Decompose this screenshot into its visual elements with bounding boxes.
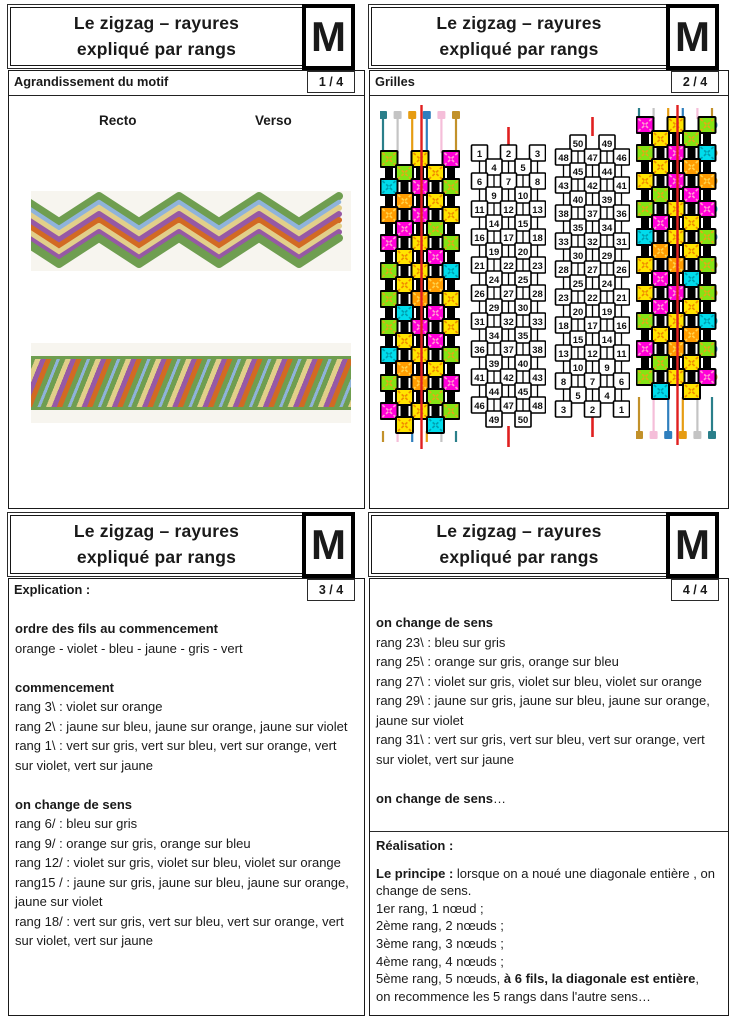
grid-cell-number: 25	[517, 275, 529, 286]
grid-cell-number: 27	[587, 265, 598, 276]
m-logo: M	[302, 512, 355, 578]
thread-pin	[380, 111, 387, 119]
text-line: orange - violet - bleu - jaune - gris - vert	[15, 640, 243, 656]
grid-cell-number: 7	[589, 377, 596, 388]
text-line: Réalisation :	[376, 838, 454, 853]
bead-grid-colored-right	[636, 93, 720, 453]
grid-cell-number: 18	[532, 233, 543, 244]
grid-cell-number: 30	[572, 251, 584, 262]
grid-cell-number: 1	[618, 405, 625, 416]
text-line: on change de sens	[15, 796, 133, 812]
grid-cell-number: 16	[616, 321, 627, 332]
changement-sens-text	[376, 613, 720, 808]
text-line: rang 9/ : orange sur gris, orange sur bleu	[15, 835, 251, 851]
text-line: rang 31\ : vert sur gris, vert sur bleu, vert sur orange, vert sur violet, vert sur jaune	[376, 732, 705, 767]
text-line	[15, 775, 356, 795]
grid-cell-number: 48	[558, 153, 569, 164]
grid-cell-number: 44	[488, 387, 500, 398]
bead-grid-numbers-descending	[554, 115, 630, 455]
grid-cell-number: 3	[560, 405, 567, 416]
grid-cell-number: 11	[474, 205, 485, 216]
text-line: rang 29\ : jaune sur gris, jaune sur bleu, jaune sur orange, jaune sur violet	[376, 693, 710, 728]
grid-cell-number: 4	[491, 163, 497, 174]
text-line: rang 25\ : orange sur gris, orange sur bleu	[376, 654, 619, 669]
thread-pin	[452, 111, 460, 119]
grid-cell-number: 50	[572, 139, 584, 150]
panel-explication	[8, 512, 365, 1016]
grid-cell-number: 42	[503, 373, 514, 384]
thread-pin	[423, 111, 431, 119]
document-title-line1: Le zigzag – rayures	[73, 13, 240, 34]
grid-cell-number: 47	[587, 153, 598, 164]
grid-cell-number: 15	[517, 219, 529, 230]
thread-pin	[693, 431, 701, 439]
grid-cell-number: 34	[488, 331, 500, 342]
bracelet-photo-recto	[31, 191, 351, 271]
thread-pin	[636, 431, 643, 439]
document-title-line1: Le zigzag – rayures	[436, 521, 602, 542]
grid-cell-number: 45	[517, 387, 529, 398]
m-logo: M	[666, 4, 719, 70]
grid-cell-number: 44	[601, 167, 613, 178]
page-number-badge: 3 / 4	[307, 579, 355, 601]
panel-content	[8, 578, 365, 1016]
grid-cell-number: 4	[604, 391, 610, 402]
grid-cell-number: 24	[488, 275, 500, 286]
grid-cell-number: 37	[587, 209, 598, 220]
grid-cell-number: 41	[616, 181, 627, 192]
grid-cell-number: 14	[488, 219, 500, 230]
grid-cell-number: 10	[517, 191, 529, 202]
page-number-badge: 2 / 4	[671, 71, 719, 93]
text-line: rang 18/ : vert sur gris, vert sur bleu, vert sur orange, vert sur violet, vert sur jaune	[15, 913, 344, 948]
panel-suite-realisation	[369, 512, 729, 1016]
grid-cell-number: 39	[601, 195, 613, 206]
grid-cell-number: 11	[616, 349, 627, 360]
thread-pin	[664, 431, 672, 439]
text-line: rang 23\ : bleu sur gris	[376, 634, 506, 650]
grid-cell-number: 46	[474, 401, 485, 412]
verso-label: Verso	[255, 113, 292, 128]
grid-cell-number: 49	[488, 415, 500, 426]
text-line	[376, 769, 720, 789]
grid-cell-number: 5	[520, 163, 526, 174]
grid-cell-number: 42	[587, 181, 598, 192]
text-line: rang15 / : jaune sur gris, jaune sur bleu, jaune sur orange, jaune sur violet	[15, 874, 349, 909]
grid-cell-number: 10	[572, 363, 584, 374]
grid-cell-number: 37	[503, 345, 514, 356]
grid-cell-number: 39	[488, 359, 500, 370]
grid-cell-number: 28	[558, 265, 569, 276]
bracelet-verso-drawing	[31, 356, 351, 410]
thread-pin	[650, 431, 658, 439]
section-divider	[370, 831, 728, 832]
thread-pin	[437, 111, 445, 119]
label-divider	[9, 95, 364, 96]
text-line: rang 2\ : jaune sur bleu, jaune sur orange, jaune sur violet	[15, 718, 348, 734]
grid-cell-number: 26	[474, 289, 485, 300]
grid-cell-number: 36	[474, 345, 485, 356]
grid-cell-number: 21	[616, 293, 627, 304]
grid-cell-number: 14	[601, 335, 613, 346]
grid-cell-number: 33	[532, 317, 543, 328]
grid-cell-number: 36	[616, 209, 627, 220]
text-line: on recommence les 5 rangs dans l'autre sens…	[376, 988, 651, 1004]
grid-cell-number: 6	[618, 377, 625, 388]
text-line	[376, 855, 720, 865]
text-line: 2ème rang, 2 nœuds ;	[376, 918, 504, 934]
grid-cell-number: 13	[558, 349, 569, 360]
bead-grid-numbers-ascending	[470, 121, 546, 461]
grid-cell-number: 2	[589, 405, 596, 416]
bead-grid-colored-left	[380, 101, 460, 457]
document-title-line1: Le zigzag – rayures	[73, 521, 240, 542]
recto-label: Recto	[99, 113, 137, 128]
grid-cell-number: 26	[616, 265, 627, 276]
document-title-line1: Le zigzag – rayures	[436, 13, 602, 34]
text-line: rang 27\ : violet sur gris, violet sur bleu, violet sur orange	[376, 673, 702, 689]
text-line: 3ème rang, 3 nœuds ;	[376, 935, 504, 951]
grid-cell-number: 23	[558, 293, 569, 304]
grid-cell-number: 19	[488, 247, 500, 258]
panel-title-box	[371, 7, 667, 66]
grid-cell-number: 2	[505, 149, 512, 160]
grid-cell-number: 34	[601, 223, 613, 234]
grid-cell-number: 40	[517, 359, 529, 370]
grid-cell-number: 27	[503, 289, 514, 300]
text-line	[15, 658, 356, 678]
grid-cell-number: 17	[587, 321, 598, 332]
text-line: rang 12/ : violet sur gris, violet sur bleu, violet sur orange	[15, 855, 341, 870]
grid-cell-number: 45	[572, 167, 584, 178]
grid-cell-number: 47	[503, 401, 514, 412]
grid-cell-number: 1	[476, 149, 483, 160]
grid-cell-number: 9	[491, 191, 497, 202]
grid-cell-number: 5	[575, 391, 581, 402]
grid-cell-number: 40	[572, 195, 584, 206]
grid-cell-number: 38	[558, 209, 569, 220]
grid-cell-number: 20	[517, 247, 529, 258]
grid-cell-number: 43	[558, 181, 569, 192]
grid-cell-number: 24	[601, 279, 613, 290]
text-line: 1er rang, 1 nœud ;	[376, 900, 484, 916]
text-line: on change de sens	[376, 615, 494, 630]
grid-cell-number: 15	[572, 335, 584, 346]
panel-content	[369, 578, 729, 1016]
document-title-line2: expliqué par rangs	[439, 38, 599, 59]
grid-cell-number: 8	[560, 377, 567, 388]
text-line: 4ème rang, 4 nœuds ;	[376, 953, 504, 969]
page-number-badge: 4 / 4	[671, 579, 719, 601]
text-line: rang 6/ : bleu sur gris	[15, 816, 138, 831]
text-line: Le principe : lorsque on a noué une diagonale entière , on change de sens.	[376, 865, 715, 899]
grid-cell-number: 38	[532, 345, 543, 356]
grid-cell-number: 20	[572, 307, 584, 318]
text-line: ordre des fils au commencement	[15, 621, 219, 636]
grid-cell-number: 22	[587, 293, 598, 304]
thread-pin	[408, 111, 416, 119]
thread-pin	[708, 431, 716, 439]
grid-cell-number: 35	[517, 331, 529, 342]
grid-cell-number: 41	[474, 373, 485, 384]
grid-cell-number: 22	[503, 261, 514, 272]
m-logo: M	[302, 4, 355, 70]
explication-text	[15, 619, 356, 951]
thread-pin	[679, 431, 687, 439]
grid-cell-number: 50	[517, 415, 529, 426]
grid-cell-number: 49	[601, 139, 613, 150]
bracelet-photo-verso	[31, 343, 351, 423]
grid-cell-number: 7	[505, 177, 512, 188]
grid-cell-number: 18	[558, 321, 569, 332]
text-line: 5ème rang, 5 nœuds, à 6 fils, la diagonale est entière,	[376, 971, 699, 987]
grid-cell-number: 48	[532, 401, 543, 412]
grid-cell-number: 43	[532, 373, 543, 384]
grid-cell-number: 9	[604, 363, 610, 374]
document-title-line2: expliqué par rangs	[76, 546, 237, 567]
grid-cell-number: 29	[488, 303, 500, 314]
text-line: rang 3\ : violet sur orange	[15, 699, 163, 714]
panel-label: Explication :	[14, 582, 91, 597]
grid-cell-number: 30	[517, 303, 529, 314]
panel-content	[8, 70, 365, 509]
text-line: rang 1\ : vert sur gris, vert sur bleu, vert sur orange, vert sur violet, vert sur jaune	[15, 738, 337, 773]
grid-cell-number: 8	[534, 177, 541, 188]
panel-title-box	[371, 515, 667, 574]
grid-cell-number: 6	[476, 177, 483, 188]
grid-cell-number: 12	[503, 205, 514, 216]
panel-agrandissement	[8, 4, 365, 509]
panel-label: Agrandissement du motif	[14, 74, 169, 89]
grid-cell-number: 28	[532, 289, 543, 300]
grid-cell-number: 13	[532, 205, 543, 216]
grid-cell-number: 19	[601, 307, 613, 318]
grid-cell-number: 25	[572, 279, 584, 290]
text-line: on change de sens…	[376, 790, 507, 806]
grid-cell-number: 16	[474, 233, 485, 244]
grid-cell-number: 32	[587, 237, 598, 248]
grid-cell-number: 31	[616, 237, 627, 248]
grid-cell-number: 31	[474, 317, 485, 328]
bracelet-recto-drawing	[31, 191, 351, 271]
panel-title-box	[10, 515, 303, 574]
grid-cell-number: 3	[534, 149, 541, 160]
panel-title-box	[10, 7, 303, 66]
document-title-line2: expliqué par rangs	[439, 546, 599, 567]
grid-cell-number: 46	[616, 153, 627, 164]
thread-pin	[394, 111, 402, 119]
realisation-text	[376, 837, 720, 1005]
panel-grilles	[369, 4, 729, 509]
m-logo: M	[666, 512, 719, 578]
grid-cell-number: 21	[474, 261, 485, 272]
grid-cell-number: 29	[601, 251, 613, 262]
page-number-badge: 1 / 4	[307, 71, 355, 93]
grid-cell-number: 33	[558, 237, 569, 248]
grid-cell-number: 35	[572, 223, 584, 234]
text-line: commencement	[15, 679, 114, 695]
panel-content	[369, 70, 729, 509]
document-title-line2: expliqué par rangs	[76, 38, 237, 59]
grid-cell-number: 12	[587, 349, 598, 360]
panel-label: Grilles	[375, 74, 415, 89]
grid-cell-number: 17	[503, 233, 514, 244]
grid-cell-number: 23	[532, 261, 543, 272]
grid-cell-number: 32	[503, 317, 514, 328]
